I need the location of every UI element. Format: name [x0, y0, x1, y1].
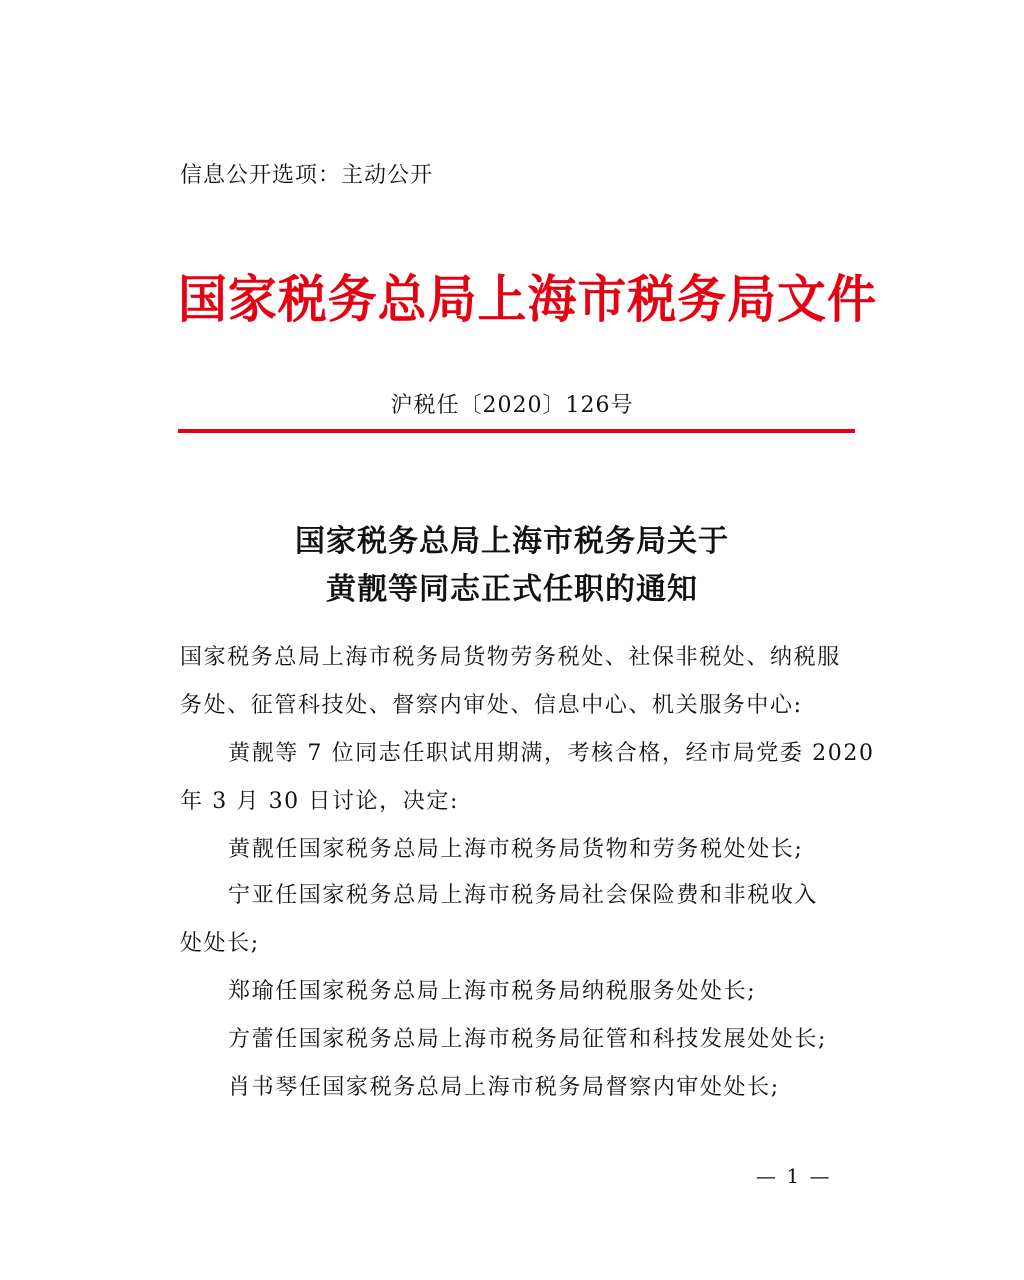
red-separator-line — [178, 429, 855, 433]
intro-line-2: 年 3 月 30 日讨论，决定: — [180, 789, 459, 814]
appointment-2-line-1: 宁亚任国家税务总局上海市税务局社会保险费和非税收入 — [228, 883, 819, 908]
document-masthead: 国家税务总局上海市税务局文件 — [178, 270, 877, 330]
appointment-1: 黄靓任国家税务总局上海市税务局货物和劳务税处处长; — [228, 837, 804, 862]
appointment-2-line-2: 处处长; — [180, 931, 260, 956]
appointment-4: 方蕾任国家税务总局上海市税务局征管和科技发展处处长; — [228, 1027, 828, 1052]
intro-line-1: 黄靓等 7 位同志任职试用期满，考核合格，经市局党委 2020 — [228, 741, 875, 766]
recipients-line-2: 务处、征管科技处、督察内审处、信息中心、机关服务中心: — [180, 693, 803, 718]
recipients-line-1: 国家税务总局上海市税务局货物劳务税处、社保非税处、纳税服 — [180, 645, 841, 670]
appointment-3: 郑瑜任国家税务总局上海市税务局纳税服务处处长; — [228, 979, 757, 1004]
document-number: 沪税任〔2020〕126号 — [390, 393, 634, 418]
appointment-5: 肖书琴任国家税务总局上海市税务局督察内审处处长; — [228, 1075, 780, 1100]
notice-title-line-1: 国家税务总局上海市税务局关于 — [295, 524, 729, 559]
notice-title-line-2: 黄靓等同志正式任职的通知 — [326, 572, 698, 607]
disclosure-option: 信息公开选项：主动公开 — [180, 163, 434, 188]
page-number: — 1 — — [756, 1164, 832, 1188]
